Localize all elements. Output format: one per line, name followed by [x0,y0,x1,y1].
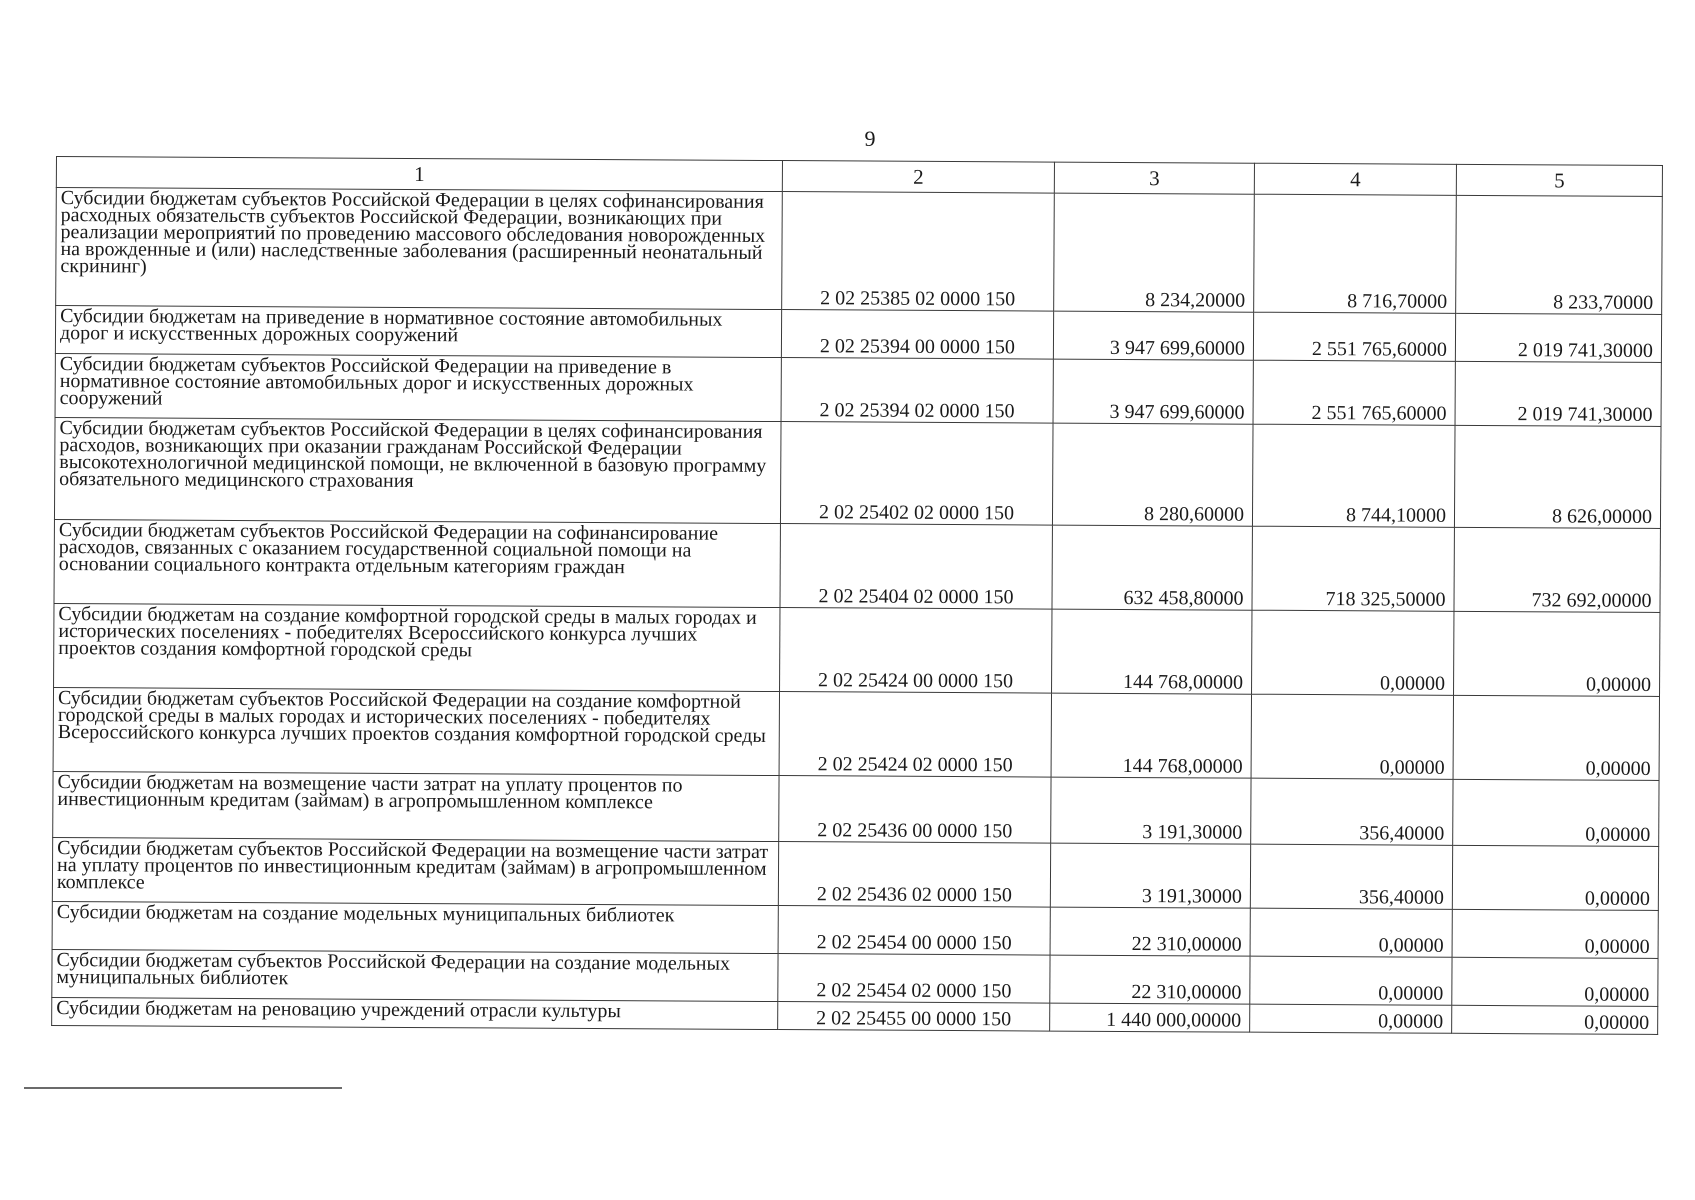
row-value-col4: 356,40000 [1250,844,1452,909]
row-value-col5: 0,00000 [1452,845,1658,910]
row-value-col4: 718 325,50000 [1252,526,1454,611]
row-value-col5: 8 626,00000 [1454,425,1661,528]
row-value-col5: 2 019 741,30000 [1455,361,1661,426]
row-description: Субсидии бюджетам на приведение в нормативное состояние автомобильных дорог и искусственных дорожных сооружений [55,306,781,358]
row-value-col5: 0,00000 [1452,909,1658,958]
row-value-col3: 632 458,80000 [1052,525,1252,610]
row-value-col4: 0,00000 [1251,694,1453,779]
row-value-col3: 22 310,00000 [1050,955,1250,1004]
row-value-col4: 0,00000 [1250,956,1452,1005]
row-budget-code: 2 02 25385 02 0000 150 [782,192,1055,312]
budget-table [51,156,1663,1035]
row-value-col5: 0,00000 [1452,1005,1658,1034]
row-description: Субсидии бюджетам на создание комфортной городской среды в малых городах и исторических поселениях - победителях Всероссийского конкурса лучших проектов создания комфортной городской среды [54,603,780,691]
row-description: Субсидии бюджетам на возмещение части затрат на уплату процентов по инвестиционным кредитам (займам) в агропромышленном комплексе [53,771,779,841]
page-number: 9 [864,126,876,151]
row-value-col3: 3 191,30000 [1051,777,1251,844]
row-description: Субсидии бюджетам субъектов Российской Федерации на приведение в нормативное состояние автомобильных дорог и искусственных дорожных сооружений [55,353,781,421]
row-value-col5: 732 692,00000 [1454,527,1660,612]
table-row [54,417,1661,528]
row-value-col3: 1 440 000,00000 [1050,1003,1250,1032]
row-description: Субсидии бюджетам субъектов Российской Федерации в целях софинансирования расходных обязательств субъектов Российской Федерации, возникающих при реализации мероприятий по проведению массового обследования новорожденных на врожденные и (или) наследственные заболевания (расширенный неонатальный скрининг) [56,188,783,310]
row-budget-code: 2 02 25394 02 0000 150 [781,358,1053,424]
row-budget-code: 2 02 25424 02 0000 150 [779,692,1051,778]
row-value-col4: 2 551 765,60000 [1253,312,1455,361]
column-header-2: 2 [782,161,1054,194]
row-value-col4: 8 744,10000 [1252,424,1455,527]
row-value-col3: 3 947 699,60000 [1053,359,1253,424]
row-budget-code: 2 02 25404 02 0000 150 [780,524,1052,610]
row-value-col5: 0,00000 [1453,695,1659,780]
table-row [54,519,1660,612]
row-value-col3: 144 768,00000 [1051,693,1251,778]
table-row [56,188,1663,315]
table-row [54,603,1660,696]
row-value-col3: 3 191,30000 [1050,843,1250,908]
row-budget-code: 2 02 25454 02 0000 150 [778,954,1050,1004]
table-row [52,837,1658,910]
row-value-col5: 2 019 741,30000 [1455,313,1661,362]
row-description: Субсидии бюджетам субъектов Российской Федерации на создание модельных муниципальных библиотек [52,949,778,1001]
row-value-col3: 8 234,20000 [1054,193,1255,312]
row-description: Субсидии бюджетам субъектов Российской Федерации на создание комфортной городской среды в малых городах и исторических поселениях - победителях Всероссийского конкурса лучших проектов создания комфортной городской среды [53,687,779,775]
row-value-col5: 0,00000 [1454,611,1660,696]
row-budget-code: 2 02 25402 02 0000 150 [780,422,1053,526]
table-row [53,687,1659,780]
row-value-col4: 0,00000 [1250,908,1452,957]
row-value-col3: 22 310,00000 [1050,907,1250,956]
row-value-col5: 0,00000 [1453,779,1659,846]
row-budget-code: 2 02 25436 02 0000 150 [778,842,1050,908]
budget-table-sheet [51,156,1662,1035]
row-description: Субсидии бюджетам на создание модельных муниципальных библиотек [52,901,778,953]
row-budget-code: 2 02 25455 00 0000 150 [778,1002,1050,1032]
column-header-3: 3 [1054,162,1254,194]
row-budget-code: 2 02 25394 00 0000 150 [781,310,1053,360]
row-budget-code: 2 02 25454 00 0000 150 [778,906,1050,956]
row-value-col4: 0,00000 [1252,610,1454,695]
column-header-1: 1 [56,157,782,192]
row-value-col4: 8 716,70000 [1254,194,1457,313]
row-description: Субсидии бюджетам субъектов Российской Федерации в целях софинансирования расходов, возникающих при оказании гражданам Российской Федерации высокотехнологичной медицинской помощи, не включенной в базовую программу обязательного медицинского страхования [54,417,781,523]
row-budget-code: 2 02 25424 00 0000 150 [780,608,1052,694]
row-value-col3: 144 768,00000 [1052,609,1252,694]
column-header-5: 5 [1456,164,1662,196]
row-value-col4: 0,00000 [1250,1004,1452,1033]
row-budget-code: 2 02 25436 00 0000 150 [779,776,1051,844]
row-value-col5: 0,00000 [1452,957,1658,1006]
column-header-4: 4 [1254,163,1456,195]
row-value-col3: 3 947 699,60000 [1053,311,1253,360]
row-description: Субсидии бюджетам на реновацию учреждений отрасли культуры [52,997,778,1029]
row-value-col5: 8 233,70000 [1456,195,1663,314]
row-value-col4: 356,40000 [1251,778,1453,845]
row-description: Субсидии бюджетам субъектов Российской Федерации на софинансирование расходов, связанных с оказанием государственной социальной помощи на основании социального контракта отдельным категориям граждан [54,519,780,607]
bottom-rule-line [24,1087,342,1089]
table-row [55,353,1661,426]
row-value-col4: 2 551 765,60000 [1253,360,1455,425]
row-description: Субсидии бюджетам субъектов Российской Федерации на возмещение части затрат на уплату процентов по инвестиционным кредитам (займам) в агропромышленном комплексе [52,837,778,905]
table-row [53,771,1659,846]
row-value-col3: 8 280,60000 [1052,423,1253,526]
